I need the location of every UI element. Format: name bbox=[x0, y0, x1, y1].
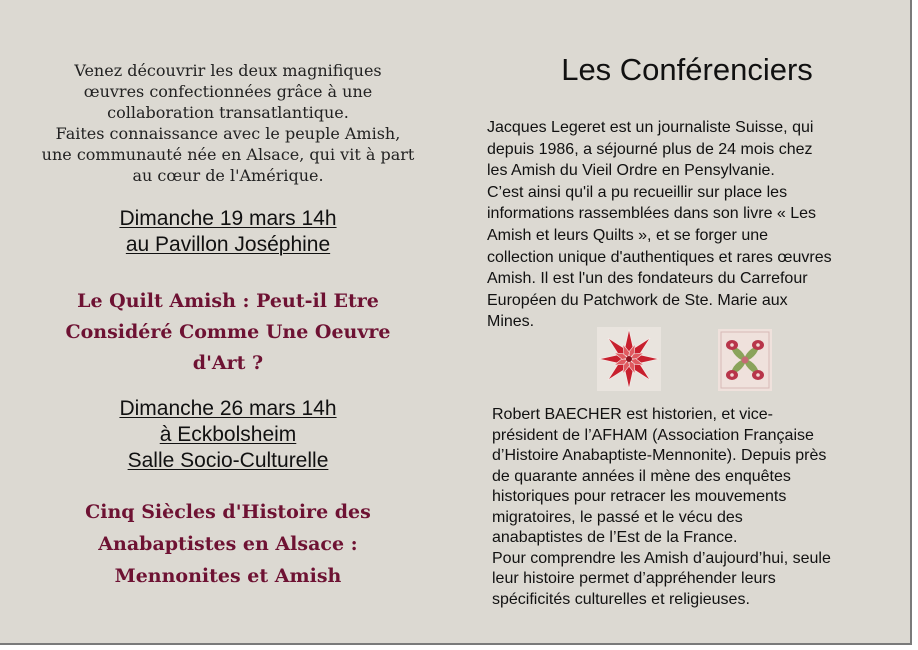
bio-2-line: président de l’AFHAM (Association Française bbox=[492, 426, 814, 444]
talk-2-line: Cinq Siècles d'Histoire des bbox=[85, 501, 371, 523]
bio-2-line: anabaptistes de l’Est de la France. bbox=[492, 529, 738, 546]
bio-1-line: Jacques Legeret est un journaliste Suisse, qui bbox=[487, 119, 814, 136]
star-quilt-image bbox=[597, 327, 661, 391]
bio-1-line: Européen du Patchwork de Ste. Marie aux bbox=[487, 291, 788, 309]
event-1-date: Dimanche 19 mars 14h bbox=[119, 207, 337, 230]
bio-1-line: Amish. Il est l'un des fondateurs du Carrefour bbox=[487, 270, 808, 288]
event-1-place: au Pavillon Joséphine bbox=[125, 233, 331, 256]
bio-1-line: les Amish du Vieil Ordre en Pensylvanie. bbox=[487, 162, 775, 180]
intro-text bbox=[20, 60, 436, 186]
event-2-venue: Salle Socio-Culturelle bbox=[127, 449, 329, 472]
bio-2-line: d’Histoire Anabaptiste-Mennonite). Depuis près bbox=[492, 447, 827, 464]
bio-2-line: historiques pour retracer les mouvements bbox=[492, 488, 787, 505]
talk-2-line: Mennonites et Amish bbox=[114, 565, 342, 587]
talk-1-line: Considéré Comme Une Oeuvre bbox=[65, 321, 391, 343]
applique-quilt-image bbox=[718, 329, 772, 391]
bio-2-line: spécificités culturelles et religieuses. bbox=[492, 590, 750, 608]
event-2-date: Dimanche 26 mars 14h bbox=[119, 397, 337, 420]
bio-2-line: migratoires, le passé et le vécu des bbox=[492, 508, 743, 526]
bio-1-line: Amish et leurs Quilts », et se forger une bbox=[487, 226, 769, 244]
speaker-1-bio bbox=[487, 117, 832, 333]
bio-2-line: de quarante années il mène des enquêtes bbox=[492, 467, 791, 485]
bio-2-line: leur histoire permet d’appréhender leurs bbox=[492, 570, 776, 587]
talk-1-line: Le Quilt Amish : Peut-il Etre bbox=[77, 290, 379, 312]
bio-1-line: informations rassemblées dans son livre « Les bbox=[487, 205, 817, 223]
talk-2-line: Anabaptistes en Alsace : bbox=[98, 533, 358, 555]
intro-line: Venez découvrir les deux magnifiques bbox=[74, 61, 382, 80]
talk-1-line: d'Art ? bbox=[192, 352, 264, 374]
intro-line: une communauté née en Alsace, qui vit à part bbox=[41, 145, 415, 164]
event-2-info bbox=[20, 396, 436, 474]
intro-line: collaboration transatlantique. bbox=[107, 103, 349, 122]
bio-1-line: C’est ainsi qu'il a pu recueillir sur place les bbox=[487, 183, 788, 201]
intro-line: au cœur de l'Amérique. bbox=[132, 166, 324, 185]
bio-2-line: Robert BAECHER est historien, et vice- bbox=[492, 406, 773, 423]
intro-line: Faites connaissance avec le peuple Amish, bbox=[55, 124, 401, 143]
event-2-place: à Eckbolsheim bbox=[159, 423, 297, 446]
event-column bbox=[20, 60, 436, 587]
talk-1-title bbox=[20, 286, 436, 379]
speakers-heading: Les Conférenciers bbox=[561, 52, 813, 87]
speaker-2-bio bbox=[492, 405, 831, 610]
bio-1-line: depuis 1986, a séjourné plus de 24 mois chez bbox=[487, 140, 813, 158]
bio-1-line: Mines. bbox=[487, 313, 535, 331]
bio-1-line: collection unique d'authentiques et rares œuvres bbox=[487, 248, 832, 266]
talk-2-title bbox=[20, 496, 436, 592]
bio-2-line: Pour comprendre les Amish d’aujourd’hui, seule bbox=[492, 549, 831, 567]
intro-line: œuvres confectionnées grâce à une bbox=[83, 82, 373, 101]
event-1-info bbox=[20, 206, 436, 258]
